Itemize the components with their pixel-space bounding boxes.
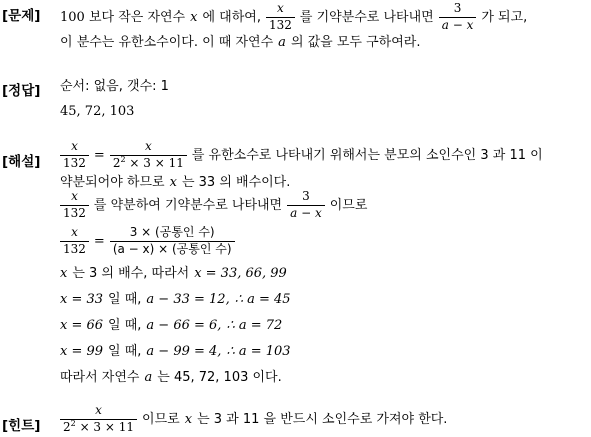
solution-line-4 — [60, 226, 235, 257]
fraction-denominator: (a − x) × (공통인 수) — [110, 241, 235, 257]
variable-a: a — [144, 370, 153, 385]
fraction-numerator: 3 × (공통인 수) — [129, 225, 215, 239]
case-equation: a − 66 = 6, — [146, 318, 222, 333]
solution-line-2 — [60, 176, 290, 189]
problem-label: [문제] — [2, 8, 41, 24]
variable-a: a — [278, 35, 286, 50]
hint-line — [60, 404, 447, 435]
answer-line-1: 순서: 없음, 갯수: 1 — [60, 79, 169, 94]
factor-text: × 3 × 11 — [79, 419, 135, 434]
fraction-x-over-132 — [60, 190, 89, 221]
solution-text: 따라서 자연수 — [60, 370, 140, 385]
fraction-numerator: x — [71, 139, 78, 153]
case-text: 일 때, — [108, 292, 142, 307]
equals-sign: = — [93, 233, 105, 249]
solution-text: 는 3 의 배수, 따라서 — [72, 266, 190, 281]
fraction-numerator: x — [277, 1, 284, 15]
solution-line-5 — [60, 267, 287, 280]
fraction-denominator: 132 — [60, 155, 89, 171]
fraction-numerator: x — [71, 189, 78, 203]
problem-line-2 — [60, 36, 421, 49]
fraction-x-over-factorization — [60, 404, 137, 435]
problem-text: 가 되고, — [481, 9, 528, 25]
case-row — [60, 345, 291, 358]
fraction-denominator: 132 — [60, 205, 89, 221]
factor-text: × 3 × 11 — [129, 155, 184, 170]
case-equation: a − 33 = 12, — [146, 292, 230, 307]
base-2: 2 — [112, 155, 121, 170]
case-result: ∴ a = 72 — [226, 318, 283, 333]
fraction-numerator: x — [95, 403, 102, 417]
solution-text: 는 45, 72, 103 이다. — [157, 370, 282, 385]
case-x: x = 99 — [60, 344, 104, 359]
problem-text: 를 기약분수로 나타내면 — [299, 9, 434, 25]
fraction-common-factor — [110, 226, 235, 257]
fraction-denominator: a − x — [287, 205, 325, 221]
answer-values: 45, 72, 103 — [60, 104, 135, 119]
solution-line-1 — [60, 140, 543, 171]
variable-x: x — [184, 411, 193, 427]
fraction-denominator: 132 — [266, 17, 295, 33]
hint-text: 는 3 과 11 을 반드시 소인수로 가져야 한다. — [197, 411, 448, 427]
fraction-numerator: x — [144, 139, 152, 153]
case-equation: a − 99 = 4, — [146, 344, 222, 359]
fraction-3-over-a-minus-x — [439, 2, 477, 33]
fraction-x-over-132 — [60, 140, 89, 171]
base-2: 2 — [63, 419, 71, 434]
x-values: x = 33, 66, 99 — [194, 266, 287, 281]
answer-label: [정답] — [2, 83, 41, 99]
fraction-3-over-a-minus-x — [287, 190, 325, 221]
case-text: 일 때, — [108, 318, 142, 333]
fraction-numerator: x — [71, 225, 78, 239]
solution-text: 이므로 — [329, 197, 368, 213]
problem-line-1 — [60, 2, 527, 33]
solution-text: 는 33 의 배수이다. — [181, 175, 291, 190]
case-text: 일 때, — [108, 344, 142, 359]
hint-label: [힌트] — [2, 418, 41, 434]
case-x: x = 33 — [60, 292, 104, 307]
fraction-denominator — [60, 419, 137, 435]
fraction-numerator: 3 — [302, 189, 310, 203]
fraction-x-over-132 — [266, 2, 295, 33]
solution-text: 를 유한소수로 나타내기 위해서는 분모의 소인수인 3 과 11 이 — [191, 147, 543, 163]
equals-sign: = — [93, 147, 105, 163]
variable-x: x — [60, 266, 68, 281]
variable-x: x — [169, 175, 177, 190]
fraction-x-over-132 — [60, 226, 89, 257]
hint-text: 이므로 — [142, 411, 180, 427]
case-row — [60, 319, 282, 332]
solution-text: 를 약분하여 기약분수로 나타내면 — [93, 197, 283, 213]
case-result: ∴ a = 103 — [226, 344, 291, 359]
solution-label: [해설] — [2, 154, 41, 170]
exponent: 2 — [70, 418, 76, 428]
solution-line-9 — [60, 371, 282, 384]
fraction-numerator: 3 — [453, 1, 462, 15]
problem-text: 이 분수는 유한소수이다. 이 때 자연수 — [60, 35, 274, 50]
variable-x: x — [190, 9, 198, 25]
problem-text: 의 값을 모두 구하여라. — [290, 35, 421, 50]
exponent: 2 — [120, 154, 126, 164]
case-row — [60, 293, 291, 306]
solution-line-3 — [60, 190, 367, 221]
fraction-denominator: a − x — [439, 17, 477, 33]
solution-text: 약분되어야 하므로 — [60, 175, 165, 190]
fraction-x-over-factorization — [110, 140, 187, 171]
fraction-denominator: 132 — [60, 241, 89, 257]
case-result: ∴ a = 45 — [234, 292, 291, 307]
problem-text: 100 보다 작은 자연수 — [60, 9, 186, 25]
case-x: x = 66 — [60, 318, 104, 333]
fraction-denominator — [110, 155, 187, 171]
problem-text: 에 대하여, — [202, 9, 261, 25]
